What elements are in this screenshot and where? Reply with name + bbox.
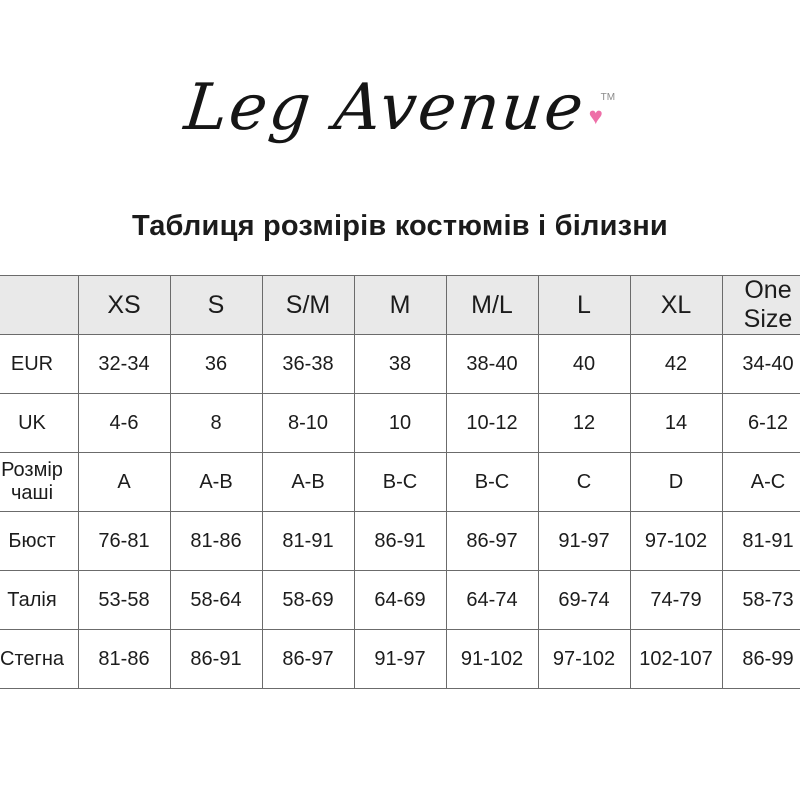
size-cell: 81-86 <box>170 512 262 571</box>
size-cell: A <box>78 453 170 512</box>
table-row-bust <box>0 512 800 571</box>
size-cell: 81-91 <box>262 512 354 571</box>
size-cell: 36 <box>170 335 262 394</box>
header-row <box>0 276 800 335</box>
size-cell: 8 <box>170 394 262 453</box>
size-cell: 69-74 <box>538 571 630 630</box>
size-cell: 91-97 <box>538 512 630 571</box>
size-cell: 91-102 <box>446 630 538 689</box>
size-cell: 42 <box>630 335 722 394</box>
brand-logo-marks <box>589 93 615 129</box>
header-cell-m: M <box>354 276 446 335</box>
size-cell: A-B <box>170 453 262 512</box>
size-cell: 97-102 <box>630 512 722 571</box>
size-cell: 76-81 <box>78 512 170 571</box>
header-cell-l: L <box>538 276 630 335</box>
size-cell: 34-40 <box>722 335 800 394</box>
size-cell: 86-91 <box>170 630 262 689</box>
size-cell: 86-97 <box>446 512 538 571</box>
page-title: Таблиця розмірів костюмів і білизни <box>132 210 668 242</box>
size-cell: D <box>630 453 722 512</box>
row-label: UK <box>0 394 78 453</box>
size-cell: 58-64 <box>170 571 262 630</box>
size-cell: A-B <box>262 453 354 512</box>
size-table-header <box>0 276 800 335</box>
table-row-hips <box>0 630 800 689</box>
header-cell-empty <box>0 276 78 335</box>
size-cell: C <box>538 453 630 512</box>
size-cell: 64-74 <box>446 571 538 630</box>
size-cell: B-C <box>354 453 446 512</box>
size-cell: 10 <box>354 394 446 453</box>
header-cell-xs: XS <box>78 276 170 335</box>
table-row-eur <box>0 335 800 394</box>
trademark-symbol: TM <box>600 92 616 103</box>
size-cell: 36-38 <box>262 335 354 394</box>
size-cell: A-C <box>722 453 800 512</box>
size-cell: 74-79 <box>630 571 722 630</box>
row-label: Стегна <box>0 630 78 689</box>
header-cell-sm: S/M <box>262 276 354 335</box>
size-cell: 14 <box>630 394 722 453</box>
size-cell: 91-97 <box>354 630 446 689</box>
table-row-cup-size <box>0 453 800 512</box>
size-cell: B-C <box>446 453 538 512</box>
size-cell: 10-12 <box>446 394 538 453</box>
table-row-uk <box>0 394 800 453</box>
size-cell: 38 <box>354 335 446 394</box>
header-cell-one-size: One Size <box>722 276 800 335</box>
brand-logo-text: Leg Avenue <box>181 71 589 145</box>
row-label: EUR <box>0 335 78 394</box>
size-cell: 38-40 <box>446 335 538 394</box>
size-table-container <box>0 275 800 689</box>
size-cell: 40 <box>538 335 630 394</box>
size-cell: 6-12 <box>722 394 800 453</box>
size-cell: 102-107 <box>630 630 722 689</box>
size-cell: 81-86 <box>78 630 170 689</box>
row-label: Бюст <box>0 512 78 571</box>
size-cell: 32-34 <box>78 335 170 394</box>
size-table-body <box>0 335 800 689</box>
table-row-waist <box>0 571 800 630</box>
size-cell: 53-58 <box>78 571 170 630</box>
size-cell: 8-10 <box>262 394 354 453</box>
row-label: Талія <box>0 571 78 630</box>
size-cell: 12 <box>538 394 630 453</box>
heart-icon: ♥ <box>588 103 603 130</box>
header-cell-s: S <box>170 276 262 335</box>
size-cell: 97-102 <box>538 630 630 689</box>
row-label: Розмір чаші <box>0 453 78 512</box>
size-table <box>0 275 800 689</box>
size-cell: 58-73 <box>722 571 800 630</box>
size-cell: 4-6 <box>78 394 170 453</box>
size-cell: 86-97 <box>262 630 354 689</box>
header-cell-ml: M/L <box>446 276 538 335</box>
size-cell: 86-99 <box>722 630 800 689</box>
header-cell-xl: XL <box>630 276 722 335</box>
size-cell: 86-91 <box>354 512 446 571</box>
size-cell: 81-91 <box>722 512 800 571</box>
size-cell: 58-69 <box>262 571 354 630</box>
size-cell: 64-69 <box>354 571 446 630</box>
brand-logo <box>181 52 616 164</box>
